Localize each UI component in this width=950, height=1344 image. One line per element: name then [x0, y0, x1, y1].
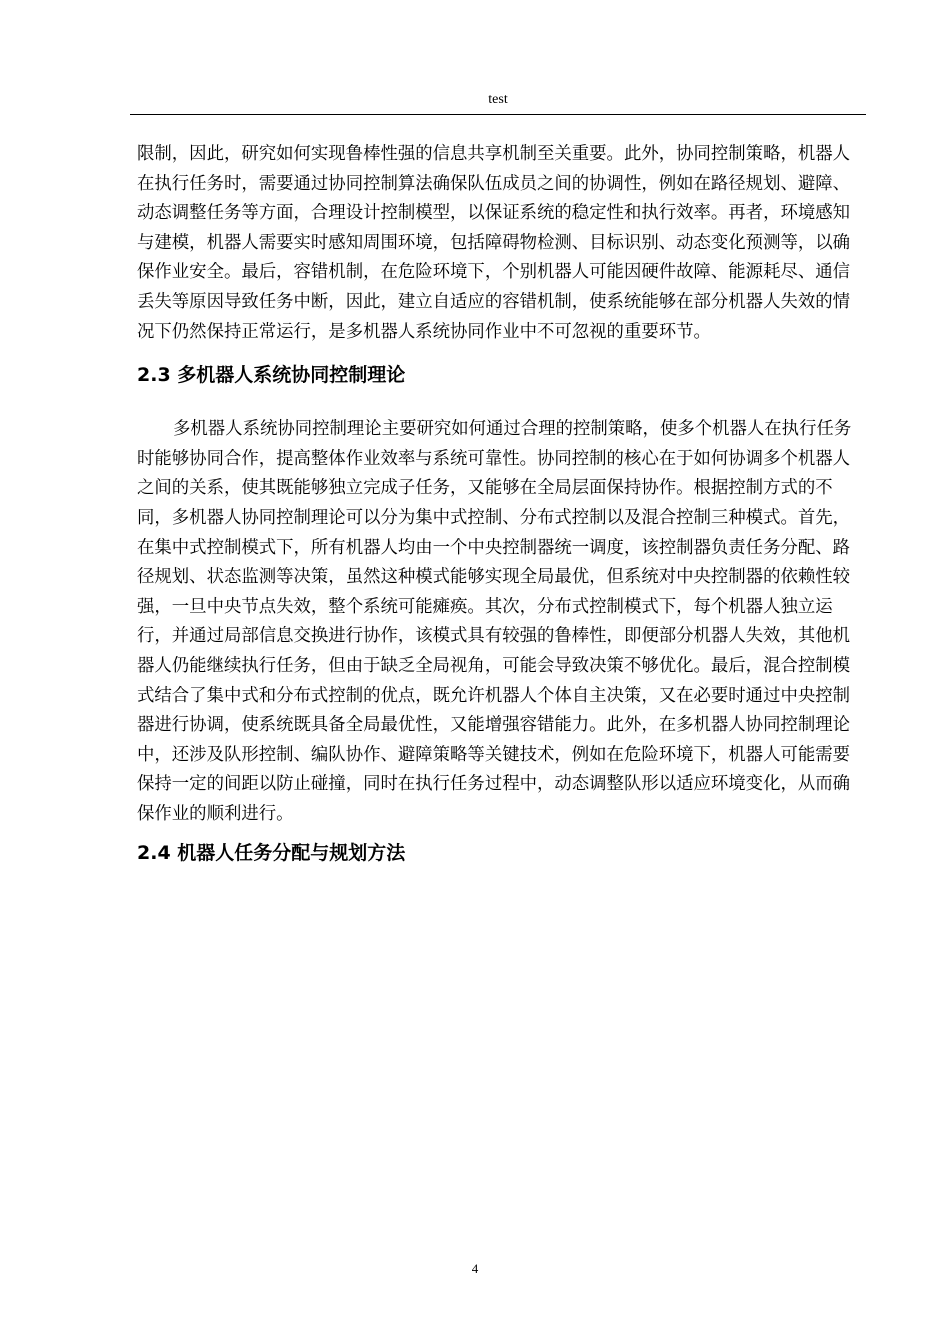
section-heading-2-3: 2.3 多机器人系统协同控制理论 [137, 364, 406, 387]
page-number: 4 [471, 1261, 479, 1276]
paragraph-continued: 限制，因此，研究如何实现鲁棒性强的信息共享机制至关重要。此外，协同控制策略，机器人在执行任务时，需要通过协同控制算法确保队伍成员之间的协调性，例如在路径规划、避障、动态调整任务等方面，合理设计控制模型，以保证系统的稳定性和执行效率。再者，环境感知与建模，机器人需要实时感知周围环境，包括障碍物检测、目标识别、动态变化预测等，以确保作业安全。最后，容错机制，在危险环境下，个别机器人可能因硬件故障、能源耗尽、通信丢失等原因导致任务中断，因此，建立自适应的容错机制，使系统能够在部分机器人失效的情况下仍然保持正常运行，是多机器人系统协同作业中不可忽视的重要环节。 [137, 144, 851, 342]
section-heading-2-4: 2.4 机器人任务分配与规划方法 [137, 842, 406, 865]
page-header [130, 90, 866, 115]
page-footer [0, 1260, 950, 1278]
paragraph-collaborative-control: 多机器人系统协同控制理论主要研究如何通过合理的控制策略，使多个机器人在执行任务时能够协同合作，提高整体作业效率与系统可靠性。协同控制的核心在于如何协调多个机器人之间的关系，使其既能够独立完成子任务，又能够在全局层面保持协作。根据控制方式的不同，多机器人协同控制理论可以分为集中式控制、分布式控制以及混合控制三种模式。首先，在集中式控制模式下，所有机器人均由一个中央控制器统一调度，该控制器负责任务分配、路径规划、状态监测等决策，虽然这种模式能够实现全局最优，但系统对中央控制器的依赖性较强，一旦中央节点失效，整个系统可能瘫痪。其次，分布式控制模式下，每个机器人独立运行，并通过局部信息交换进行协作，该模式具有较强的鲁棒性，即便部分机器人失效，其他机器人仍能继续执行任务，但由于缺乏全局视角，可能会导致决策不够优化。最后，混合控制模式结合了集中式和分布式控制的优点，既允许机器人个体自主决策，又在必要时通过中央控制器进行协调，使系统既具备全局最优性，又能增强容错能力。此外，在多机器人协同控制理论中，还涉及队形控制、编队协作、避障策略等关键技术，例如在危险环境下，机器人可能需要保持一定的间距以防止碰撞，同时在执行任务过程中，动态调整队形以适应环境变化，从而确保作业的顺利进行。 [137, 419, 852, 824]
header-title: test [488, 92, 508, 107]
document-body [137, 140, 853, 865]
